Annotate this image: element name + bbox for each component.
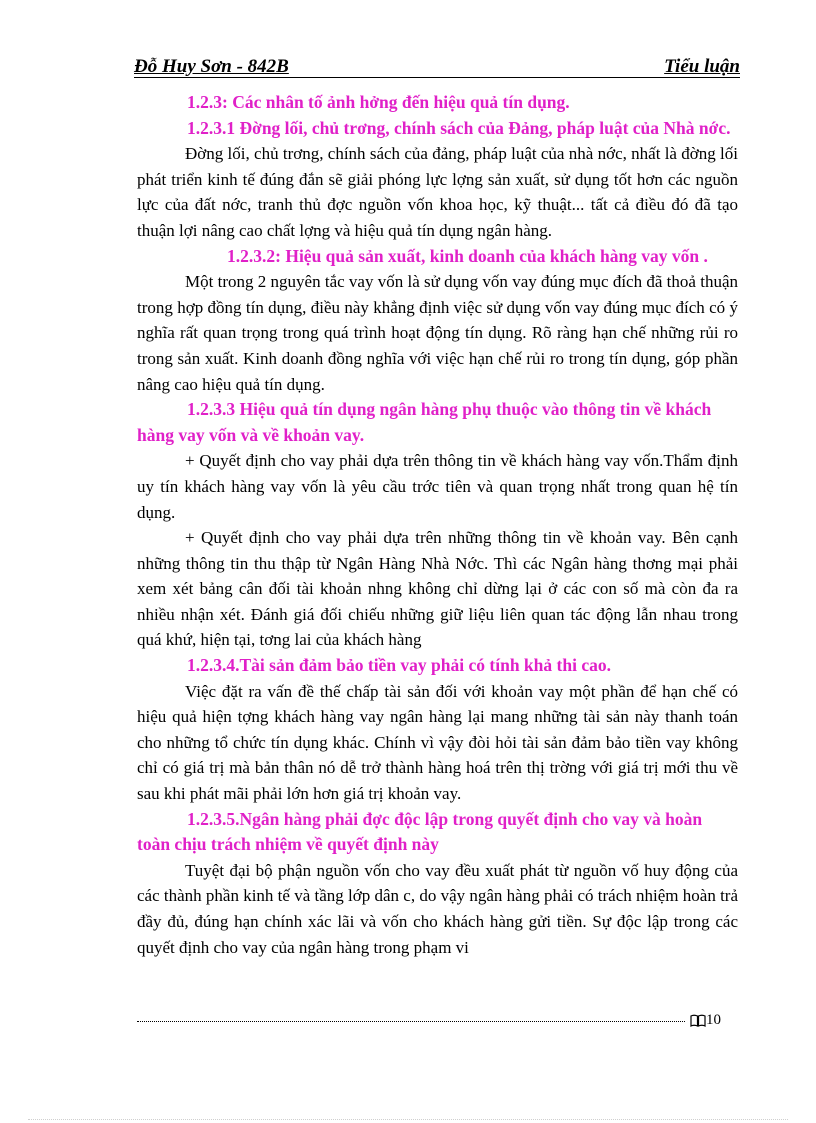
document-body bbox=[137, 90, 738, 960]
body-paragraph: + Quyết định cho vay phải dựa trên những thông tin về khoản vay. Bên cạnh những thông tin thu thập từ Ngân Hàng Nhà Nớc. Thì các Ngân hàng thơng mại phải xem xét bảng cân đối tài khoản nhng không chỉ dừng lại ở các con số mà còn đa ra nhiều nhận xét. Đánh giá đối chiếu những giữ liệu liên quan tác động lẫn nhau trong quá khứ, hiện tại, tơng lai của khách hàng bbox=[137, 528, 738, 650]
section-heading: 1.2.3.1 Đờng lối, chủ trơng, chính sách của Đảng, pháp luật của Nhà nớc. bbox=[187, 117, 731, 138]
header-rule bbox=[134, 77, 740, 78]
body-paragraph: + Quyết định cho vay phải dựa trên thông tin về khách hàng vay vốn.Thẩm định uy tín khách hàng vay vốn là yêu cầu trớc tiên và quan trọng nhất trong quan hệ tín dụng. bbox=[137, 451, 738, 522]
body-paragraph: Tuyệt đại bộ phận nguồn vốn cho vay đều xuất phát từ nguồn vố huy động của các thành phần kinh tế và tầng lớp dân c, do vậy ngân hàng phải có trách nhiệm hoàn trả đầy đủ, đúng hạn chính xác lãi và vốn cho khách hàng gửi tiền. Sự độc lập trong các quyết định cho vay của ngân hàng trong phạm vi bbox=[137, 860, 738, 957]
body-paragraph: Một trong 2 nguyên tắc vay vốn là sử dụng vốn vay đúng mục đích đã thoả thuận trong hợp đồng tín dụng, điều này khẳng định việc sử dụng vốn vay đúng mục đích có ý nghĩa rất quan trọng trong quá trình hoạt động tín dụng. Rõ ràng hạn chế những rủi ro trong sản xuất. Kinh doanh đồng nghĩa với việc hạn chế rủi ro trong tín dụng, góp phần nâng cao hiệu quả tín dụng. bbox=[137, 272, 738, 394]
section-heading: 1.2.3.3 Hiệu quả tín dụng ngân hàng phụ thuộc vào thông tin về khách hàng vay vốn và về khoản vay. bbox=[137, 399, 712, 445]
body-paragraph: Đờng lối, chủ trơng, chính sách của đảng, pháp luật của nhà nớc, nhất là đờng lối phát triển kinh tế đúng đắn sẽ giải phóng lực lợng sản xuất, sử dụng tốt hơn các nguồn lực của đất nớc, tranh thủ đợc nguồn vốn khoa học, kỹ thuật... tất cả điều đó đã tạo thuận lợi nâng cao chất lợng và hiệu quả tín dụng ngân hàng. bbox=[137, 144, 738, 240]
section-heading: 1.2.3.2: Hiệu quả sản xuất, kinh doanh của khách hàng vay vốn . bbox=[227, 245, 708, 266]
section-heading: 1.2.3.4.Tài sản đảm bảo tiền vay phải có tính khả thi cao. bbox=[187, 655, 611, 676]
page-bottom-rule bbox=[28, 1119, 788, 1120]
section-heading: 1.2.3: Các nhân tố ảnh hởng đến hiệu quả tín dụng. bbox=[187, 92, 570, 112]
header-author: Đỗ Huy Sơn - 842B bbox=[134, 56, 289, 77]
section-heading: 1.2.3.5.Ngân hàng phải đợc độc lập trong quyết định cho vay và hoàn toàn chịu trách nhiệm về quyết định này bbox=[137, 808, 703, 855]
header-doc-type: Tiểu luận bbox=[664, 56, 740, 77]
page-number: 10 bbox=[706, 1012, 721, 1028]
body-paragraph: Việc đặt ra vấn đề thế chấp tài sản đối với khoản vay một phần để hạn chế có hiệu quả hiện tợng khách hàng vay ngân hàng lại mang những tài sản này thanh toán cho những tổ chức tín dụng khác. Chính vì vậy đòi hỏi tài sản đảm bảo tiền vay không chỉ có giá trị mà bản thân nó dễ trở thành hàng hoá trên thị trờng với giá trị mới thu về sau khi phát mãi phải lớn hơn giá trị khoản vay. bbox=[137, 681, 738, 804]
footer-dotted-line bbox=[137, 1021, 685, 1022]
book-icon bbox=[690, 1014, 706, 1027]
